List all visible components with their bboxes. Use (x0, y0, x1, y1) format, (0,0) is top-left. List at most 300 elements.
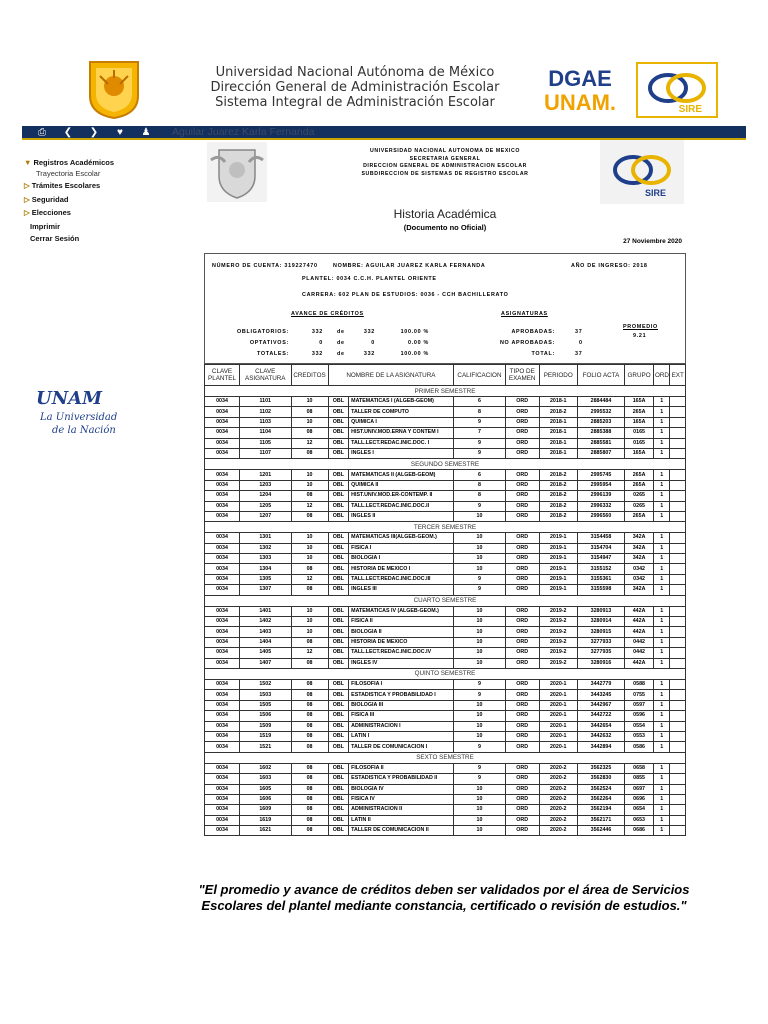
table-cell: 10 (454, 784, 505, 794)
table-cell: 12 (291, 438, 328, 448)
chevron-right-icon: ▷ (24, 208, 30, 217)
menu-label: Trámites Escolares (31, 181, 101, 190)
table-cell: ADMINISTRACION II (349, 805, 454, 815)
table-cell: 2019-1 (539, 585, 577, 595)
table-cell: 1401 (240, 606, 291, 616)
sire-document-logo (600, 140, 684, 204)
table-cell: ORD (505, 407, 539, 417)
table-cell: 3280916 (577, 658, 624, 668)
table-cell: 1105 (240, 438, 291, 448)
table-cell: 1301 (240, 533, 291, 543)
table-cell: 2885581 (577, 438, 624, 448)
table-cell: ORD (505, 784, 539, 794)
semester-row (205, 459, 686, 470)
header-ord: ORD (653, 365, 669, 386)
table-cell: 08 (291, 815, 328, 825)
table-cell: 0034 (205, 501, 240, 511)
table-cell: 1 (653, 448, 669, 458)
table-cell: ORD (505, 533, 539, 543)
table-cell: 2885203 (577, 417, 624, 427)
table-cell: 1 (653, 700, 669, 710)
document-subtitle: (Documento no Oficial) (403, 223, 487, 232)
table-cell: 08 (291, 679, 328, 689)
table-cell: ORD (505, 417, 539, 427)
table-cell (670, 711, 686, 721)
table-row (205, 774, 686, 784)
unam-slogan-logo (34, 384, 120, 440)
table-cell: 9 (454, 763, 505, 773)
table-cell (670, 627, 686, 637)
table-cell: 0034 (205, 617, 240, 627)
table-cell: ORD (505, 491, 539, 501)
table-cell: OBL (328, 774, 349, 784)
table-cell: ORD (505, 511, 539, 521)
chevron-right-icon: ▷ (24, 181, 30, 190)
table-cell: 265A (625, 511, 654, 521)
table-cell: 2020-1 (539, 731, 577, 741)
table-cell: 3154947 (577, 554, 624, 564)
table-cell: 0034 (205, 721, 240, 731)
table-cell: 0034 (205, 763, 240, 773)
table-cell (670, 826, 686, 836)
table-cell: 0034 (205, 574, 240, 584)
table-cell (670, 511, 686, 521)
table-cell: 8 (454, 491, 505, 501)
table-row (205, 742, 686, 752)
table-cell: ORD (505, 585, 539, 595)
table-cell: 1609 (240, 805, 291, 815)
unam-shield-logo (86, 58, 142, 120)
table-cell: 1 (653, 721, 669, 731)
toolbar (22, 126, 746, 140)
credit-value: 332 (311, 351, 323, 357)
table-row (205, 606, 686, 616)
table-cell: 2019-1 (539, 574, 577, 584)
table-cell (670, 606, 686, 616)
table-cell: 1509 (240, 721, 291, 731)
table-row (205, 826, 686, 836)
forward-icon[interactable]: ❯ (89, 127, 99, 138)
table-cell: 08 (291, 690, 328, 700)
table-cell (670, 679, 686, 689)
menu-label: Seguridad (31, 195, 69, 204)
doc-inst-line: UNIVERSIDAD NACIONAL AUTONOMA DE MEXICO (370, 148, 520, 154)
table-cell (670, 658, 686, 668)
table-cell: 08 (291, 731, 328, 741)
table-cell: OBL (328, 438, 349, 448)
table-cell: ORD (505, 774, 539, 784)
table-cell: 1103 (240, 417, 291, 427)
table-cell: 10 (454, 826, 505, 836)
table-cell: 1 (653, 501, 669, 511)
table-cell: 1303 (240, 554, 291, 564)
table-cell: 10 (291, 470, 328, 480)
table-cell: 0034 (205, 679, 240, 689)
header-periodo: PERIODO (539, 365, 577, 386)
menu-imprimir[interactable] (30, 222, 60, 231)
table-cell (670, 763, 686, 773)
table-cell: 3442894 (577, 742, 624, 752)
table-cell: 10 (454, 805, 505, 815)
menu-tramites-escolares[interactable] (24, 181, 100, 190)
table-cell: 08 (291, 637, 328, 647)
table-cell: 10 (454, 554, 505, 564)
table-cell: 0034 (205, 627, 240, 637)
credit-label: OPTATIVOS: (249, 340, 289, 346)
table-cell: 1107 (240, 448, 291, 458)
table-cell: TALLER DE COMPUTO (349, 407, 454, 417)
table-cell: 1521 (240, 742, 291, 752)
table-cell: 0034 (205, 491, 240, 501)
table-cell: 342A (625, 554, 654, 564)
favorite-icon[interactable]: ♥ (117, 127, 123, 138)
table-cell: ORD (505, 826, 539, 836)
dgae-logo-text: DGAE (548, 66, 612, 91)
user-icon[interactable]: ♟ (141, 127, 151, 138)
table-cell: 08 (291, 774, 328, 784)
table-cell: 8 (454, 480, 505, 490)
table-cell: 0686 (625, 826, 654, 836)
asignaturas-label: NO APROBADAS: (499, 340, 555, 346)
table-cell: ORD (505, 574, 539, 584)
table-cell (670, 554, 686, 564)
table-cell: 2018-2 (539, 480, 577, 490)
table-cell: ORD (505, 438, 539, 448)
table-cell: 0034 (205, 794, 240, 804)
plantel: PLANTEL: 0034 C.C.H. PLANTEL ORIENTE (302, 276, 437, 282)
table-cell: 1 (653, 774, 669, 784)
table-cell (670, 470, 686, 480)
table-cell: 1 (653, 763, 669, 773)
table-cell: OBL (328, 448, 349, 458)
table-cell: 2019-2 (539, 627, 577, 637)
table-cell: 08 (291, 794, 328, 804)
credit-total: 332 (363, 329, 375, 335)
table-cell: ORD (505, 627, 539, 637)
table-cell: OBL (328, 648, 349, 658)
table-cell: 9 (454, 417, 505, 427)
menu-registros-academicos[interactable] (24, 158, 114, 167)
semester-row (205, 752, 686, 763)
table-cell (670, 690, 686, 700)
header-creditos: CREDITOS (291, 365, 328, 386)
chevron-down-icon: ▼ (24, 158, 32, 167)
table-cell: 2020-2 (539, 826, 577, 836)
table-cell: OBL (328, 428, 349, 438)
table-cell: HIST.UNIV.MOD.ERNA Y CONTEM I (349, 428, 454, 438)
menu-label: Trayectoria Escolar (36, 169, 101, 178)
table-cell: 0034 (205, 690, 240, 700)
student-info-box (204, 253, 686, 364)
table-cell: 2020-1 (539, 742, 577, 752)
semester-row (205, 386, 686, 397)
table-cell: 10 (454, 511, 505, 521)
table-cell: FISICA I (349, 543, 454, 553)
table-cell (670, 438, 686, 448)
table-cell: 10 (454, 637, 505, 647)
table-cell: 165A (625, 448, 654, 458)
table-cell: 3562524 (577, 784, 624, 794)
table-cell: 10 (291, 480, 328, 490)
table-cell: ADMINISTRACION I (349, 721, 454, 731)
table-cell: 08 (291, 448, 328, 458)
table-cell: 1505 (240, 700, 291, 710)
table-cell: OBL (328, 585, 349, 595)
table-cell: 1 (653, 784, 669, 794)
table-cell: 1619 (240, 815, 291, 825)
table-cell: OBL (328, 511, 349, 521)
table-cell: 2018-1 (539, 438, 577, 448)
table-cell: 0034 (205, 438, 240, 448)
table-cell: 0586 (625, 742, 654, 752)
table-cell: 0588 (625, 679, 654, 689)
table-cell: 10 (454, 731, 505, 741)
table-cell (670, 574, 686, 584)
table-row (205, 690, 686, 700)
table-cell: 2018-1 (539, 417, 577, 427)
table-cell: 0034 (205, 511, 240, 521)
semester-title: CUARTO SEMESTRE (205, 595, 686, 606)
table-cell: 3280914 (577, 617, 624, 627)
table-cell: 10 (454, 533, 505, 543)
table-cell: 1502 (240, 679, 291, 689)
table-cell: 1 (653, 407, 669, 417)
header-line-system: Sistema Integral de Administración Escolar (215, 95, 495, 110)
table-cell: 10 (454, 627, 505, 637)
table-cell: 10 (291, 554, 328, 564)
table-cell: 0653 (625, 815, 654, 825)
table-cell: 342A (625, 543, 654, 553)
table-cell: 1 (653, 564, 669, 574)
table-cell: 7 (454, 428, 505, 438)
table-cell: 08 (291, 428, 328, 438)
header-clave-asignatura: CLAVE ASIGNATURA (240, 365, 291, 386)
table-cell: ORD (505, 428, 539, 438)
table-cell: 0697 (625, 784, 654, 794)
table-cell: INGLES III (349, 585, 454, 595)
table-cell: 0596 (625, 711, 654, 721)
table-row (205, 700, 686, 710)
table-cell: 2020-1 (539, 711, 577, 721)
asignaturas-value: 0 (579, 340, 583, 346)
table-cell: 9 (454, 774, 505, 784)
table-cell: 1304 (240, 564, 291, 574)
table-cell: 1602 (240, 763, 291, 773)
credit-pct: 100.00 % (400, 351, 429, 357)
table-cell: 0034 (205, 658, 240, 668)
table-cell: 08 (291, 763, 328, 773)
table-cell (670, 533, 686, 543)
table-cell: 0034 (205, 826, 240, 836)
table-cell: 12 (291, 574, 328, 584)
table-row (205, 501, 686, 511)
table-cell: ORD (505, 711, 539, 721)
table-cell: 1 (653, 637, 669, 647)
table-cell (670, 564, 686, 574)
table-cell: 0165 (625, 428, 654, 438)
table-cell (670, 784, 686, 794)
table-cell (670, 774, 686, 784)
table-cell: 1302 (240, 543, 291, 553)
table-cell: 9 (454, 438, 505, 448)
header-calificacion: CALIFICACION (454, 365, 505, 386)
menu-label: Registros Académicos (33, 158, 115, 167)
table-cell: 1 (653, 627, 669, 637)
table-cell: 2020-2 (539, 763, 577, 773)
table-row (205, 554, 686, 564)
table-row (205, 448, 686, 458)
menu-cerrar-sesion[interactable] (30, 234, 79, 243)
doc-inst-line: SECRETARIA GENERAL (409, 155, 481, 162)
credit-value: 0 (319, 340, 323, 346)
table-cell: 1 (653, 585, 669, 595)
carrera: CARRERA: 602 PLAN DE ESTUDIOS: 0036 - CCH BACHILLERATO (302, 292, 509, 298)
table-cell: MATEMATICAS I (ALGEB-GEOM) (349, 397, 454, 407)
table-cell: INGLES I (349, 448, 454, 458)
table-cell: 1305 (240, 574, 291, 584)
table-cell: 1102 (240, 407, 291, 417)
table-cell: OBL (328, 731, 349, 741)
table-cell: 3442779 (577, 679, 624, 689)
credit-label: OBLIGATORIOS: (236, 329, 289, 335)
table-body (205, 386, 686, 836)
table-cell: 0034 (205, 448, 240, 458)
print-icon[interactable]: ⎙ (38, 127, 46, 138)
table-row (205, 637, 686, 647)
table-cell: 3280915 (577, 627, 624, 637)
header-clave-plantel: CLAVE PLANTEL (205, 365, 240, 386)
table-cell: 2019-2 (539, 606, 577, 616)
table-cell: LATIN I (349, 731, 454, 741)
table-cell (670, 407, 686, 417)
table-row (205, 763, 686, 773)
table-cell: 3442722 (577, 711, 624, 721)
table-cell: ORD (505, 470, 539, 480)
table-cell: 1 (653, 658, 669, 668)
table-cell: 10 (454, 543, 505, 553)
menu-label: Elecciones (31, 208, 71, 217)
table-cell: 0442 (625, 637, 654, 647)
semester-title: SEXTO SEMESTRE (205, 752, 686, 763)
table-cell: 442A (625, 658, 654, 668)
semester-title: QUINTO SEMESTRE (205, 668, 686, 679)
table-cell: OBL (328, 711, 349, 721)
table-cell: BIOLOGIA III (349, 700, 454, 710)
table-cell (670, 815, 686, 825)
table-cell: 0034 (205, 480, 240, 490)
document-institution-header (300, 148, 590, 178)
asignaturas-value: 37 (575, 329, 583, 335)
table-cell: 12 (291, 648, 328, 658)
table-cell: 2996560 (577, 511, 624, 521)
table-cell: OBL (328, 826, 349, 836)
table-cell: 0034 (205, 533, 240, 543)
table-cell: 08 (291, 721, 328, 731)
table-cell: OBL (328, 533, 349, 543)
table-cell: OBL (328, 407, 349, 417)
table-cell: OBL (328, 794, 349, 804)
table-cell (670, 480, 686, 490)
table-row (205, 658, 686, 668)
menu-trayectoria-escolar[interactable] (36, 169, 100, 178)
table-cell: 3154704 (577, 543, 624, 553)
table-cell: 10 (454, 711, 505, 721)
table-cell: 0554 (625, 721, 654, 731)
table-cell: 1101 (240, 397, 291, 407)
table-cell: BIOLOGIA I (349, 554, 454, 564)
table-cell: 0034 (205, 470, 240, 480)
table-cell: 3443245 (577, 690, 624, 700)
credit-de: de (337, 340, 345, 346)
table-cell: 1404 (240, 637, 291, 647)
table-cell: 1 (653, 690, 669, 700)
semester-title: PRIMER SEMESTRE (205, 386, 686, 397)
table-cell: 1207 (240, 511, 291, 521)
header-tipo-examen: TIPO DE EXAMEN (505, 365, 539, 386)
header-ext: EXT (670, 365, 686, 386)
menu-elecciones[interactable] (24, 208, 71, 217)
table-cell: ORD (505, 480, 539, 490)
table-cell: 1 (653, 511, 669, 521)
menu-label: Imprimir (30, 222, 61, 231)
table-cell: 10 (291, 417, 328, 427)
table-cell: 10 (454, 700, 505, 710)
table-cell: 10 (454, 617, 505, 627)
footer-disclaimer: "El promedio y avance de créditos deben ser validados por el área de Servicios Escolares del plantel mediante constancia, certificado o revisión de estudios." (198, 882, 690, 913)
table-cell: 08 (291, 658, 328, 668)
table-cell (670, 501, 686, 511)
table-row (205, 470, 686, 480)
table-cell: 1 (653, 480, 669, 490)
table-cell (670, 637, 686, 647)
table-cell: OBL (328, 480, 349, 490)
table-cell: 9 (454, 448, 505, 458)
table-cell: 0034 (205, 606, 240, 616)
table-cell: 08 (291, 491, 328, 501)
table-cell: 2885388 (577, 428, 624, 438)
table-cell: OBL (328, 700, 349, 710)
table-cell: 1 (653, 417, 669, 427)
table-cell: FISICA III (349, 711, 454, 721)
table-cell: 0553 (625, 731, 654, 741)
table-cell: 0442 (625, 648, 654, 658)
table-cell: ORD (505, 564, 539, 574)
table-cell: 2020-2 (539, 774, 577, 784)
table-cell: 3562830 (577, 774, 624, 784)
document-date: 27 Noviembre 2020 (623, 238, 682, 245)
table-row (205, 428, 686, 438)
table-cell: TALLER DE COMUNICACION I (349, 742, 454, 752)
table-cell: 1 (653, 648, 669, 658)
table-cell (670, 448, 686, 458)
table-cell: 1205 (240, 501, 291, 511)
menu-seguridad[interactable] (24, 195, 68, 204)
table-cell: 3155152 (577, 564, 624, 574)
table-cell: 9 (454, 585, 505, 595)
table-cell: 0265 (625, 491, 654, 501)
table-cell: 08 (291, 805, 328, 815)
table-cell: 2018-1 (539, 397, 577, 407)
table-cell: 1 (653, 533, 669, 543)
table-cell (670, 397, 686, 407)
student-name: NOMBRE: AGUILAR JUAREZ KARLA FERNANDA (333, 263, 486, 269)
back-icon[interactable]: ❮ (63, 127, 73, 138)
table-row (205, 617, 686, 627)
table-cell: TALL.LECT.REDAC.INIC.DOC.IV (349, 648, 454, 658)
table-cell: 0342 (625, 574, 654, 584)
table-cell (670, 805, 686, 815)
sire-logo (636, 62, 718, 118)
